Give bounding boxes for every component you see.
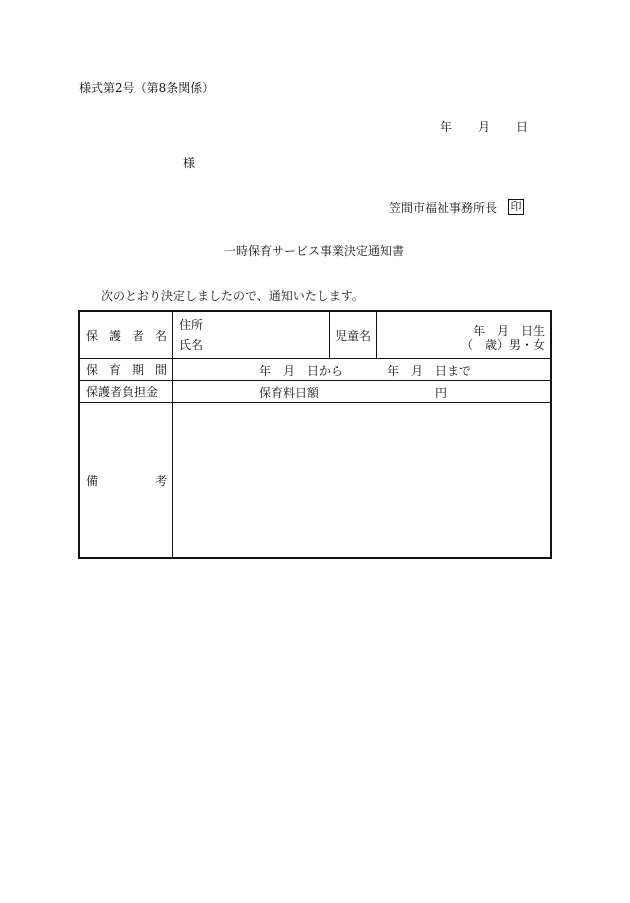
- period-value-cell[interactable]: [173, 359, 552, 381]
- date-month: 月: [478, 120, 491, 134]
- yen-unit: 円: [435, 386, 448, 400]
- guardian-row: [79, 311, 551, 359]
- period-row: [79, 359, 551, 381]
- name-label: 氏名: [179, 338, 204, 352]
- period-to: 年 月 日まで: [387, 364, 472, 378]
- age-sex-line: （ 歳）男・女: [460, 338, 545, 352]
- decision-table: [78, 310, 552, 559]
- addressee-suffix: 様: [183, 156, 196, 170]
- document-title: 一時保育サービス事業決定通知書: [224, 244, 405, 258]
- date-line: [440, 120, 528, 134]
- guardian-label: 保 護 者 名: [79, 311, 173, 359]
- remarks-label: 備 考: [79, 403, 173, 559]
- birth-date-line: 年 月 日生: [472, 324, 545, 338]
- date-year: 年: [440, 120, 453, 134]
- date-day: 日: [516, 120, 529, 134]
- fee-label: 保護者負担金: [79, 381, 173, 403]
- daily-fee-label: 保育料日額: [259, 386, 320, 400]
- child-birth-cell[interactable]: [377, 311, 552, 359]
- child-name-label: 児童名: [330, 311, 377, 359]
- fee-row: [79, 381, 551, 403]
- intro-text: 次のとおり決定しましたので、通知いたします。: [101, 289, 364, 303]
- fee-value-cell[interactable]: [173, 381, 552, 403]
- period-from: 年 月 日から: [259, 364, 344, 378]
- guardian-address-name-cell[interactable]: [173, 311, 330, 359]
- address-label: 住所: [179, 318, 204, 332]
- form-number: 様式第2号（第8条関係）: [79, 81, 215, 95]
- seal-mark: 印: [508, 199, 524, 215]
- remarks-value-cell[interactable]: [173, 403, 552, 559]
- period-label: 保 育 期 間: [79, 359, 173, 381]
- remarks-row: [79, 403, 551, 559]
- sender-name: 笠間市福祉事務所長: [389, 201, 498, 215]
